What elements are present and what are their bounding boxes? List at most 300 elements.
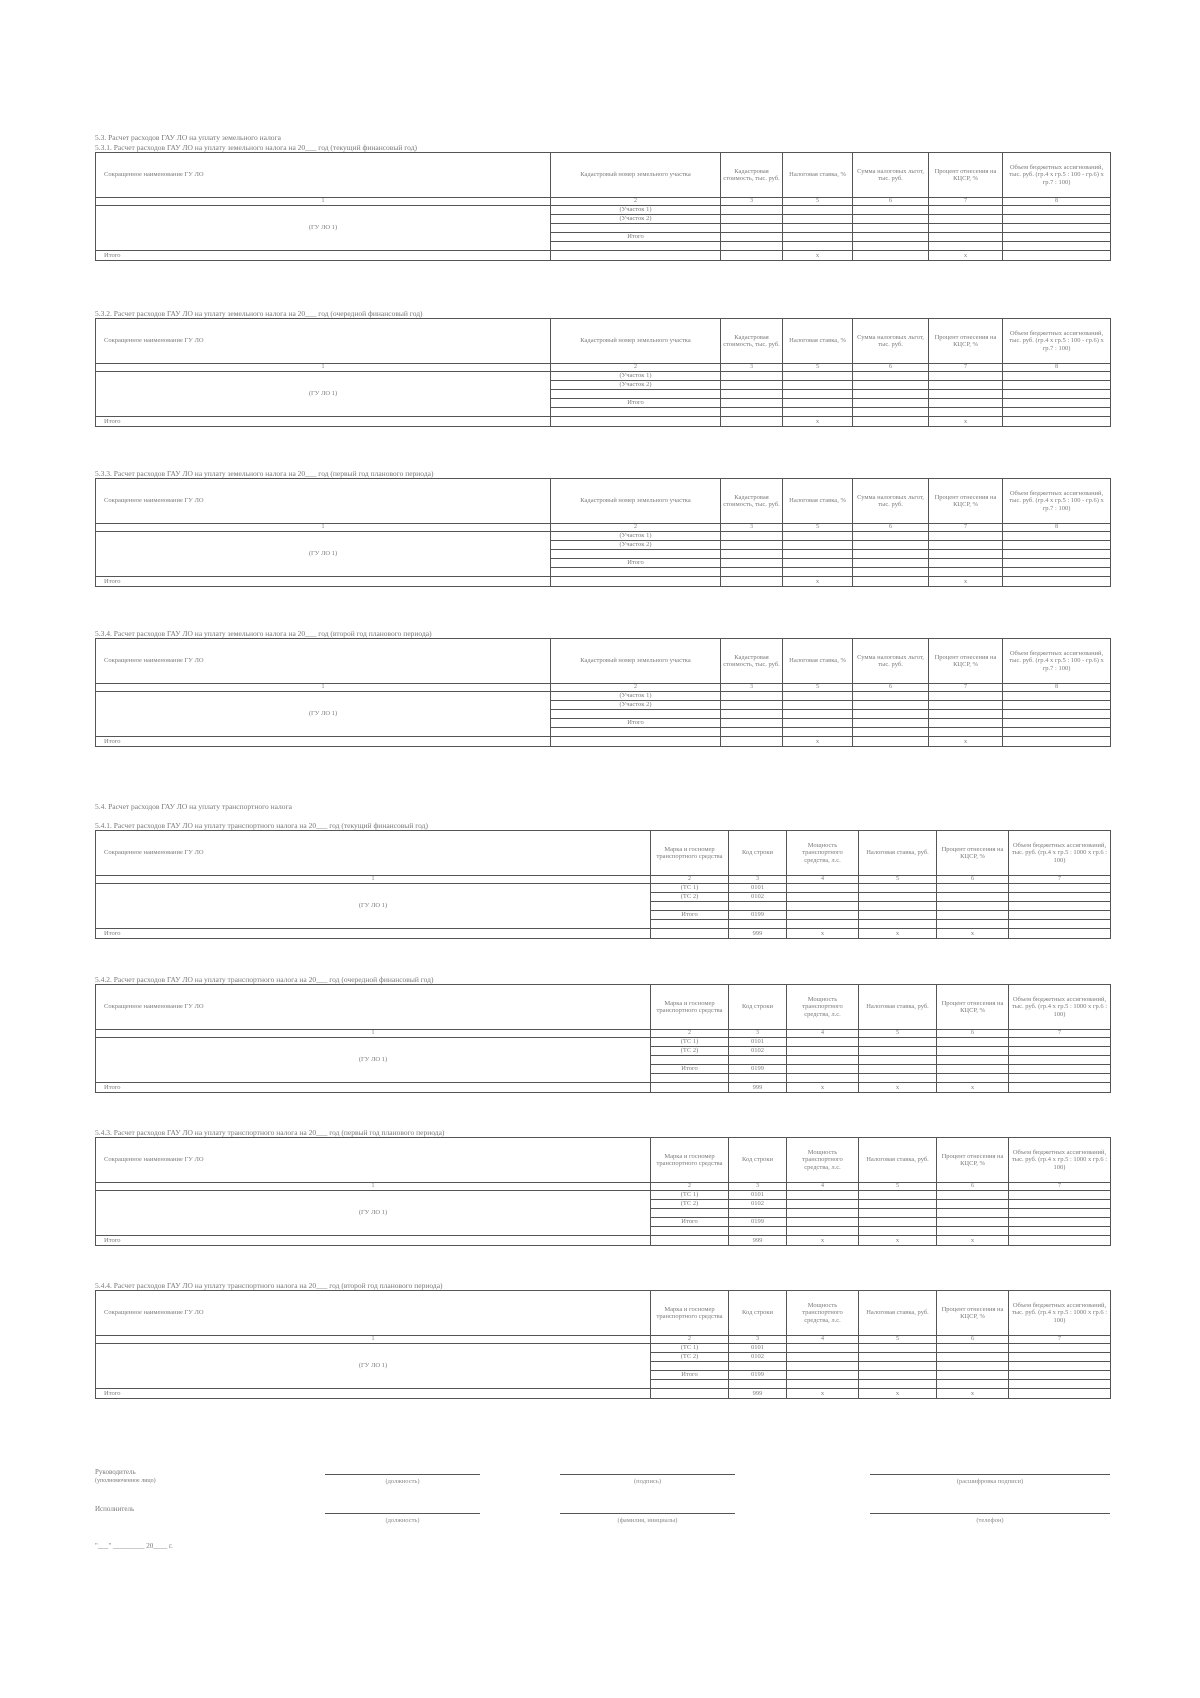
subtotal-label: Итого <box>651 1371 729 1380</box>
section-title-transport-tax: 5.4. Расчет расходов ГАУ ЛО на уплату транспортного налога <box>95 802 292 811</box>
table-cell <box>787 1227 859 1236</box>
table-cell <box>853 251 929 261</box>
table-cell <box>651 1209 729 1218</box>
table-cell <box>929 206 1003 215</box>
column-number: 4 <box>787 1183 859 1191</box>
executor-position-caption: (должность) <box>385 1517 420 1524</box>
table-header-row <box>96 479 1111 524</box>
table-cell <box>1009 1209 1111 1218</box>
table-cell <box>787 1065 859 1074</box>
column-header: Объем бюджетных ассигнований, тыс. руб. (гр.4 х гр.5 : 1000 х гр.6 : 100) <box>1009 985 1111 1030</box>
table-cell <box>787 1200 859 1209</box>
table-header-row <box>96 319 1111 364</box>
column-header: Сокращенное наименование ГУ ЛО <box>96 1291 651 1336</box>
transport-table-title: 5.4.2. Расчет расходов ГАУ ЛО на уплату транспортного налога на 20___ год (очередной финансовый год) <box>95 975 434 984</box>
column-header: Сокращенное наименование ГУ ЛО <box>96 153 551 198</box>
table-cell <box>1003 417 1111 427</box>
table-cell <box>859 1380 937 1389</box>
table-cell <box>721 728 783 737</box>
table-cell <box>1003 728 1111 737</box>
column-number: 7 <box>929 364 1003 372</box>
table-header-row <box>96 1291 1111 1336</box>
column-header: Мощность транспортного средства, л.с. <box>787 1291 859 1336</box>
column-number: 8 <box>1003 364 1111 372</box>
table-cell <box>853 559 929 568</box>
table-cell <box>1009 1218 1111 1227</box>
table-cell <box>787 1362 859 1371</box>
table-cell <box>937 1227 1009 1236</box>
table-cell <box>1009 884 1111 893</box>
table-cell <box>1009 1371 1111 1380</box>
table-cell <box>651 1236 729 1246</box>
column-header: Сумма налоговых льгот, тыс. руб. <box>853 479 929 524</box>
total-label: Итого <box>96 929 651 939</box>
table-cell <box>551 550 721 559</box>
column-number: 8 <box>1003 198 1111 206</box>
table-cell <box>783 381 853 390</box>
table-header-row <box>96 985 1111 1030</box>
column-header: Кадастровый номер земельного участка <box>551 319 721 364</box>
table-cell <box>853 541 929 550</box>
table-cell <box>859 1227 937 1236</box>
total-mark: x <box>937 1389 1009 1399</box>
table-cell <box>1003 372 1111 381</box>
total-mark: x <box>787 1083 859 1093</box>
table-cell <box>787 1056 859 1065</box>
column-header: Объем бюджетных ассигнований, тыс. руб. (гр.4 х гр.5 : 1000 х гр.6 : 100) <box>1009 1291 1111 1336</box>
table-cell <box>1003 692 1111 701</box>
row-code: 999 <box>729 1083 787 1093</box>
table-cell <box>929 568 1003 577</box>
table-cell <box>859 1218 937 1227</box>
table-cell <box>783 559 853 568</box>
parcel-name: (Участок 2) <box>551 541 721 550</box>
row-code: 999 <box>729 1236 787 1246</box>
table-cell <box>729 920 787 929</box>
head-signature-line <box>560 1474 735 1475</box>
table-cell <box>783 390 853 399</box>
table-cell <box>1009 929 1111 939</box>
column-number: 6 <box>937 1183 1009 1191</box>
column-header: Объем бюджетных ассигнований, тыс. руб. (гр.4 х гр.5 : 100 - гр.6) х гр.7 : 100) <box>1003 479 1111 524</box>
row-code: 0101 <box>729 1038 787 1047</box>
column-number: 1 <box>96 198 551 206</box>
land-tax-table <box>95 638 1111 747</box>
column-header: Сокращенное наименование ГУ ЛО <box>96 1138 651 1183</box>
total-mark: x <box>783 577 853 587</box>
executor-name-caption: (фамилия, инициалы) <box>617 1517 678 1524</box>
subtotal-label: Итого <box>551 719 721 728</box>
row-code: 0102 <box>729 1200 787 1209</box>
org-name: (ГУ ЛО 1) <box>96 1344 651 1389</box>
subtotal-label: Итого <box>551 559 721 568</box>
table-cell <box>853 417 929 427</box>
column-number: 3 <box>729 1336 787 1344</box>
executor-phone-line <box>870 1513 1110 1514</box>
table-cell <box>721 390 783 399</box>
table-cell <box>1009 1056 1111 1065</box>
table-cell <box>721 719 783 728</box>
transport-tax-table <box>95 1290 1111 1399</box>
column-header: Сумма налоговых льгот, тыс. руб. <box>853 319 929 364</box>
parcel-row <box>96 532 1111 541</box>
total-mark: x <box>787 1389 859 1399</box>
row-code: 0101 <box>729 1344 787 1353</box>
column-header: Объем бюджетных ассигнований, тыс. руб. (гр.4 х гр.5 : 100 - гр.6) х гр.7 : 100) <box>1003 319 1111 364</box>
table-cell <box>929 541 1003 550</box>
table-cell <box>721 568 783 577</box>
vehicle-name: (ТС 1) <box>651 1344 729 1353</box>
column-number: 1 <box>96 524 551 532</box>
total-label: Итого <box>96 1389 651 1399</box>
parcel-row <box>96 692 1111 701</box>
table-cell <box>651 1380 729 1389</box>
land-tax-table <box>95 152 1111 261</box>
table-cell <box>783 372 853 381</box>
table-cell <box>1003 215 1111 224</box>
table-cell <box>937 1380 1009 1389</box>
table-cell <box>721 215 783 224</box>
table-cell <box>1009 1380 1111 1389</box>
table-cell <box>929 381 1003 390</box>
table-cell <box>929 390 1003 399</box>
column-header: Мощность транспортного средства, л.с. <box>787 985 859 1030</box>
table-cell <box>859 1038 937 1047</box>
column-number: 3 <box>721 524 783 532</box>
table-cell <box>1003 242 1111 251</box>
column-number: 3 <box>729 1030 787 1038</box>
land-table-title: 5.3.2. Расчет расходов ГАУ ЛО на уплату земельного налога на 20___ год (очередной финансовый год) <box>95 309 423 318</box>
column-number: 5 <box>783 524 853 532</box>
column-header: Налоговая ставка, % <box>783 479 853 524</box>
vehicle-name: (ТС 2) <box>651 893 729 902</box>
table-header-row <box>96 153 1111 198</box>
table-cell <box>787 1038 859 1047</box>
column-number: 5 <box>859 876 937 884</box>
table-cell <box>783 215 853 224</box>
table-cell <box>1009 1236 1111 1246</box>
table-cell <box>937 1362 1009 1371</box>
table-cell <box>787 920 859 929</box>
column-header: Процент отнесения на КЦСР, % <box>937 831 1009 876</box>
table-cell <box>1009 1191 1111 1200</box>
table-cell <box>859 911 937 920</box>
table-cell <box>729 1074 787 1083</box>
table-cell <box>937 1200 1009 1209</box>
vehicle-row <box>96 1344 1111 1353</box>
table-cell <box>721 559 783 568</box>
table-cell <box>853 737 929 747</box>
column-header: Мощность транспортного средства, л.с. <box>787 831 859 876</box>
table-cell <box>853 701 929 710</box>
table-cell <box>721 372 783 381</box>
total-label: Итого <box>96 1083 651 1093</box>
total-label: Итого <box>96 737 551 747</box>
table-cell <box>859 1047 937 1056</box>
table-cell <box>721 541 783 550</box>
table-cell <box>729 1227 787 1236</box>
column-number: 2 <box>651 1030 729 1038</box>
table-cell <box>1009 1038 1111 1047</box>
table-cell <box>859 1353 937 1362</box>
table-cell <box>721 737 783 747</box>
table-cell <box>859 884 937 893</box>
table-cell <box>1003 251 1111 261</box>
table-cell <box>853 728 929 737</box>
table-cell <box>787 1380 859 1389</box>
column-number: 5 <box>783 198 853 206</box>
org-name: (ГУ ЛО 1) <box>96 1191 651 1236</box>
table-cell <box>853 224 929 233</box>
column-header: Кадастровая стоимость, тыс. руб. <box>721 153 783 198</box>
table-cell <box>853 390 929 399</box>
row-code: 999 <box>729 1389 787 1399</box>
table-cell <box>859 1056 937 1065</box>
executor-name-line <box>560 1513 735 1514</box>
table-cell <box>1009 1047 1111 1056</box>
column-number: 7 <box>929 684 1003 692</box>
table-cell <box>859 1209 937 1218</box>
table-cell <box>937 1074 1009 1083</box>
table-cell <box>787 1047 859 1056</box>
table-cell <box>853 577 929 587</box>
column-header: Код строки <box>729 1291 787 1336</box>
column-number: 5 <box>859 1336 937 1344</box>
total-mark: x <box>937 929 1009 939</box>
table-cell <box>937 1353 1009 1362</box>
total-mark: x <box>937 1236 1009 1246</box>
table-cell <box>721 233 783 242</box>
column-number-row <box>96 1183 1111 1191</box>
column-number: 1 <box>96 876 651 884</box>
org-name: (ГУ ЛО 1) <box>96 692 551 737</box>
table-cell <box>551 577 721 587</box>
table-cell <box>859 1074 937 1083</box>
column-number: 3 <box>721 684 783 692</box>
column-number: 7 <box>1009 1183 1111 1191</box>
table-cell <box>1003 532 1111 541</box>
table-cell <box>929 710 1003 719</box>
column-number: 1 <box>96 1336 651 1344</box>
org-name: (ГУ ЛО 1) <box>96 372 551 417</box>
column-number: 7 <box>1009 1336 1111 1344</box>
table-cell <box>1003 206 1111 215</box>
table-cell <box>551 251 721 261</box>
vehicle-name: (ТС 2) <box>651 1047 729 1056</box>
table-cell <box>937 1209 1009 1218</box>
column-number-row <box>96 684 1111 692</box>
total-label: Итого <box>96 251 551 261</box>
total-row <box>96 577 1111 587</box>
table-cell <box>937 911 1009 920</box>
column-header: Налоговая ставка, руб. <box>859 1291 937 1336</box>
table-cell <box>1003 550 1111 559</box>
table-cell <box>853 381 929 390</box>
column-number: 1 <box>96 1183 651 1191</box>
column-header: Марка и госномер транспортного средства <box>651 1138 729 1183</box>
column-header: Процент отнесения на КЦСР, % <box>937 1291 1009 1336</box>
column-number: 2 <box>551 198 721 206</box>
table-cell <box>1003 233 1111 242</box>
table-cell <box>929 233 1003 242</box>
column-number-row <box>96 1336 1111 1344</box>
column-header: Код строки <box>729 1138 787 1183</box>
table-cell <box>937 1047 1009 1056</box>
column-header: Налоговая ставка, руб. <box>859 985 937 1030</box>
table-cell <box>929 215 1003 224</box>
table-cell <box>1009 1200 1111 1209</box>
column-number: 3 <box>729 1183 787 1191</box>
parcel-name: (Участок 1) <box>551 372 721 381</box>
row-code: 0199 <box>729 1371 787 1380</box>
total-label: Итого <box>96 1236 651 1246</box>
total-mark: x <box>929 577 1003 587</box>
executor-phone-caption: (телефон) <box>976 1517 1004 1524</box>
column-number: 2 <box>551 684 721 692</box>
column-header: Сокращенное наименование ГУ ЛО <box>96 831 651 876</box>
table-cell <box>859 1344 937 1353</box>
date-line: "___" _________ 20____ г. <box>95 1542 173 1550</box>
table-cell <box>721 399 783 408</box>
subtotal-label: Итого <box>651 911 729 920</box>
table-cell <box>929 719 1003 728</box>
table-cell <box>1009 1083 1111 1093</box>
row-code: 0199 <box>729 1065 787 1074</box>
org-name: (ГУ ЛО 1) <box>96 1038 651 1083</box>
column-number: 1 <box>96 1030 651 1038</box>
table-cell <box>929 532 1003 541</box>
column-header: Налоговая ставка, % <box>783 319 853 364</box>
column-number: 6 <box>937 876 1009 884</box>
vehicle-name: (ТС 1) <box>651 1038 729 1047</box>
table-cell <box>787 902 859 911</box>
column-number: 5 <box>783 684 853 692</box>
head-name-line <box>870 1474 1110 1475</box>
total-mark: x <box>859 929 937 939</box>
table-cell <box>853 692 929 701</box>
table-cell <box>1003 381 1111 390</box>
row-code: 0101 <box>729 884 787 893</box>
column-header: Процент отнесения на КЦСР, % <box>929 319 1003 364</box>
land-table-title: 5.3.4. Расчет расходов ГАУ ЛО на уплату земельного налога на 20___ год (второй год планового периода) <box>95 629 432 638</box>
table-cell <box>783 719 853 728</box>
column-header: Сумма налоговых льгот, тыс. руб. <box>853 153 929 198</box>
parcel-name: (Участок 2) <box>551 381 721 390</box>
table-header-row <box>96 639 1111 684</box>
table-cell <box>729 1362 787 1371</box>
transport-table-title: 5.4.4. Расчет расходов ГАУ ЛО на уплату транспортного налога на 20___ год (второй год планового периода) <box>95 1281 443 1290</box>
table-cell <box>1009 1074 1111 1083</box>
table-cell <box>651 929 729 939</box>
column-header: Сокращенное наименование ГУ ЛО <box>96 479 551 524</box>
table-cell <box>937 1344 1009 1353</box>
head-label: Руководитель <box>95 1468 136 1476</box>
table-cell <box>783 399 853 408</box>
table-cell <box>937 902 1009 911</box>
table-cell <box>783 728 853 737</box>
table-cell <box>787 1218 859 1227</box>
table-cell <box>721 577 783 587</box>
table-cell <box>721 701 783 710</box>
table-cell <box>853 215 929 224</box>
table-cell <box>783 568 853 577</box>
table-cell <box>551 224 721 233</box>
table-cell <box>1009 920 1111 929</box>
column-number: 4 <box>787 1336 859 1344</box>
column-number: 5 <box>859 1030 937 1038</box>
table-cell <box>1009 902 1111 911</box>
table-cell <box>853 532 929 541</box>
land-table-title: 5.3.1. Расчет расходов ГАУ ЛО на уплату земельного налога на 20___ год (текущий финансовый год) <box>95 143 418 152</box>
table-cell <box>853 568 929 577</box>
table-cell <box>651 1083 729 1093</box>
table-cell <box>721 381 783 390</box>
parcel-name: (Участок 2) <box>551 701 721 710</box>
column-number: 2 <box>651 1183 729 1191</box>
row-code: 0102 <box>729 1353 787 1362</box>
column-number: 7 <box>1009 1030 1111 1038</box>
table-cell <box>783 206 853 215</box>
total-mark: x <box>937 1083 1009 1093</box>
parcel-name: (Участок 1) <box>551 206 721 215</box>
table-cell <box>787 1353 859 1362</box>
column-header: Налоговая ставка, руб. <box>859 1138 937 1183</box>
parcel-row <box>96 206 1111 215</box>
table-cell <box>783 550 853 559</box>
table-cell <box>929 701 1003 710</box>
total-row <box>96 1236 1111 1246</box>
land-table-title: 5.3.3. Расчет расходов ГАУ ЛО на уплату земельного налога на 20___ год (первый год планового периода) <box>95 469 434 478</box>
parcel-name: (Участок 2) <box>551 215 721 224</box>
total-mark: x <box>787 1236 859 1246</box>
table-cell <box>853 710 929 719</box>
table-header-row <box>96 831 1111 876</box>
column-header: Объем бюджетных ассигнований, тыс. руб. (гр.4 х гр.5 : 100 - гр.6) х гр.7 : 100) <box>1003 153 1111 198</box>
column-header: Сумма налоговых льгот, тыс. руб. <box>853 639 929 684</box>
table-cell <box>783 710 853 719</box>
column-header: Марка и госномер транспортного средства <box>651 1291 729 1336</box>
column-number-row <box>96 198 1111 206</box>
column-number: 6 <box>853 684 929 692</box>
parcel-name: (Участок 1) <box>551 692 721 701</box>
total-mark: x <box>859 1236 937 1246</box>
column-number: 1 <box>96 684 551 692</box>
table-cell <box>721 710 783 719</box>
table-cell <box>859 1362 937 1371</box>
total-mark: x <box>783 417 853 427</box>
transport-tax-table <box>95 830 1111 939</box>
table-cell <box>783 408 853 417</box>
row-code: 0102 <box>729 893 787 902</box>
column-number: 2 <box>551 364 721 372</box>
total-mark: x <box>859 1083 937 1093</box>
total-row <box>96 1083 1111 1093</box>
total-row <box>96 1389 1111 1399</box>
table-cell <box>937 1056 1009 1065</box>
column-number: 3 <box>729 876 787 884</box>
column-header: Налоговая ставка, % <box>783 153 853 198</box>
table-cell <box>859 1371 937 1380</box>
org-name: (ГУ ЛО 1) <box>96 206 551 251</box>
column-number: 4 <box>787 1030 859 1038</box>
table-cell <box>729 1209 787 1218</box>
table-cell <box>853 233 929 242</box>
column-header: Сокращенное наименование ГУ ЛО <box>96 985 651 1030</box>
table-cell <box>1003 719 1111 728</box>
table-cell <box>651 902 729 911</box>
total-label: Итого <box>96 417 551 427</box>
table-cell <box>929 692 1003 701</box>
